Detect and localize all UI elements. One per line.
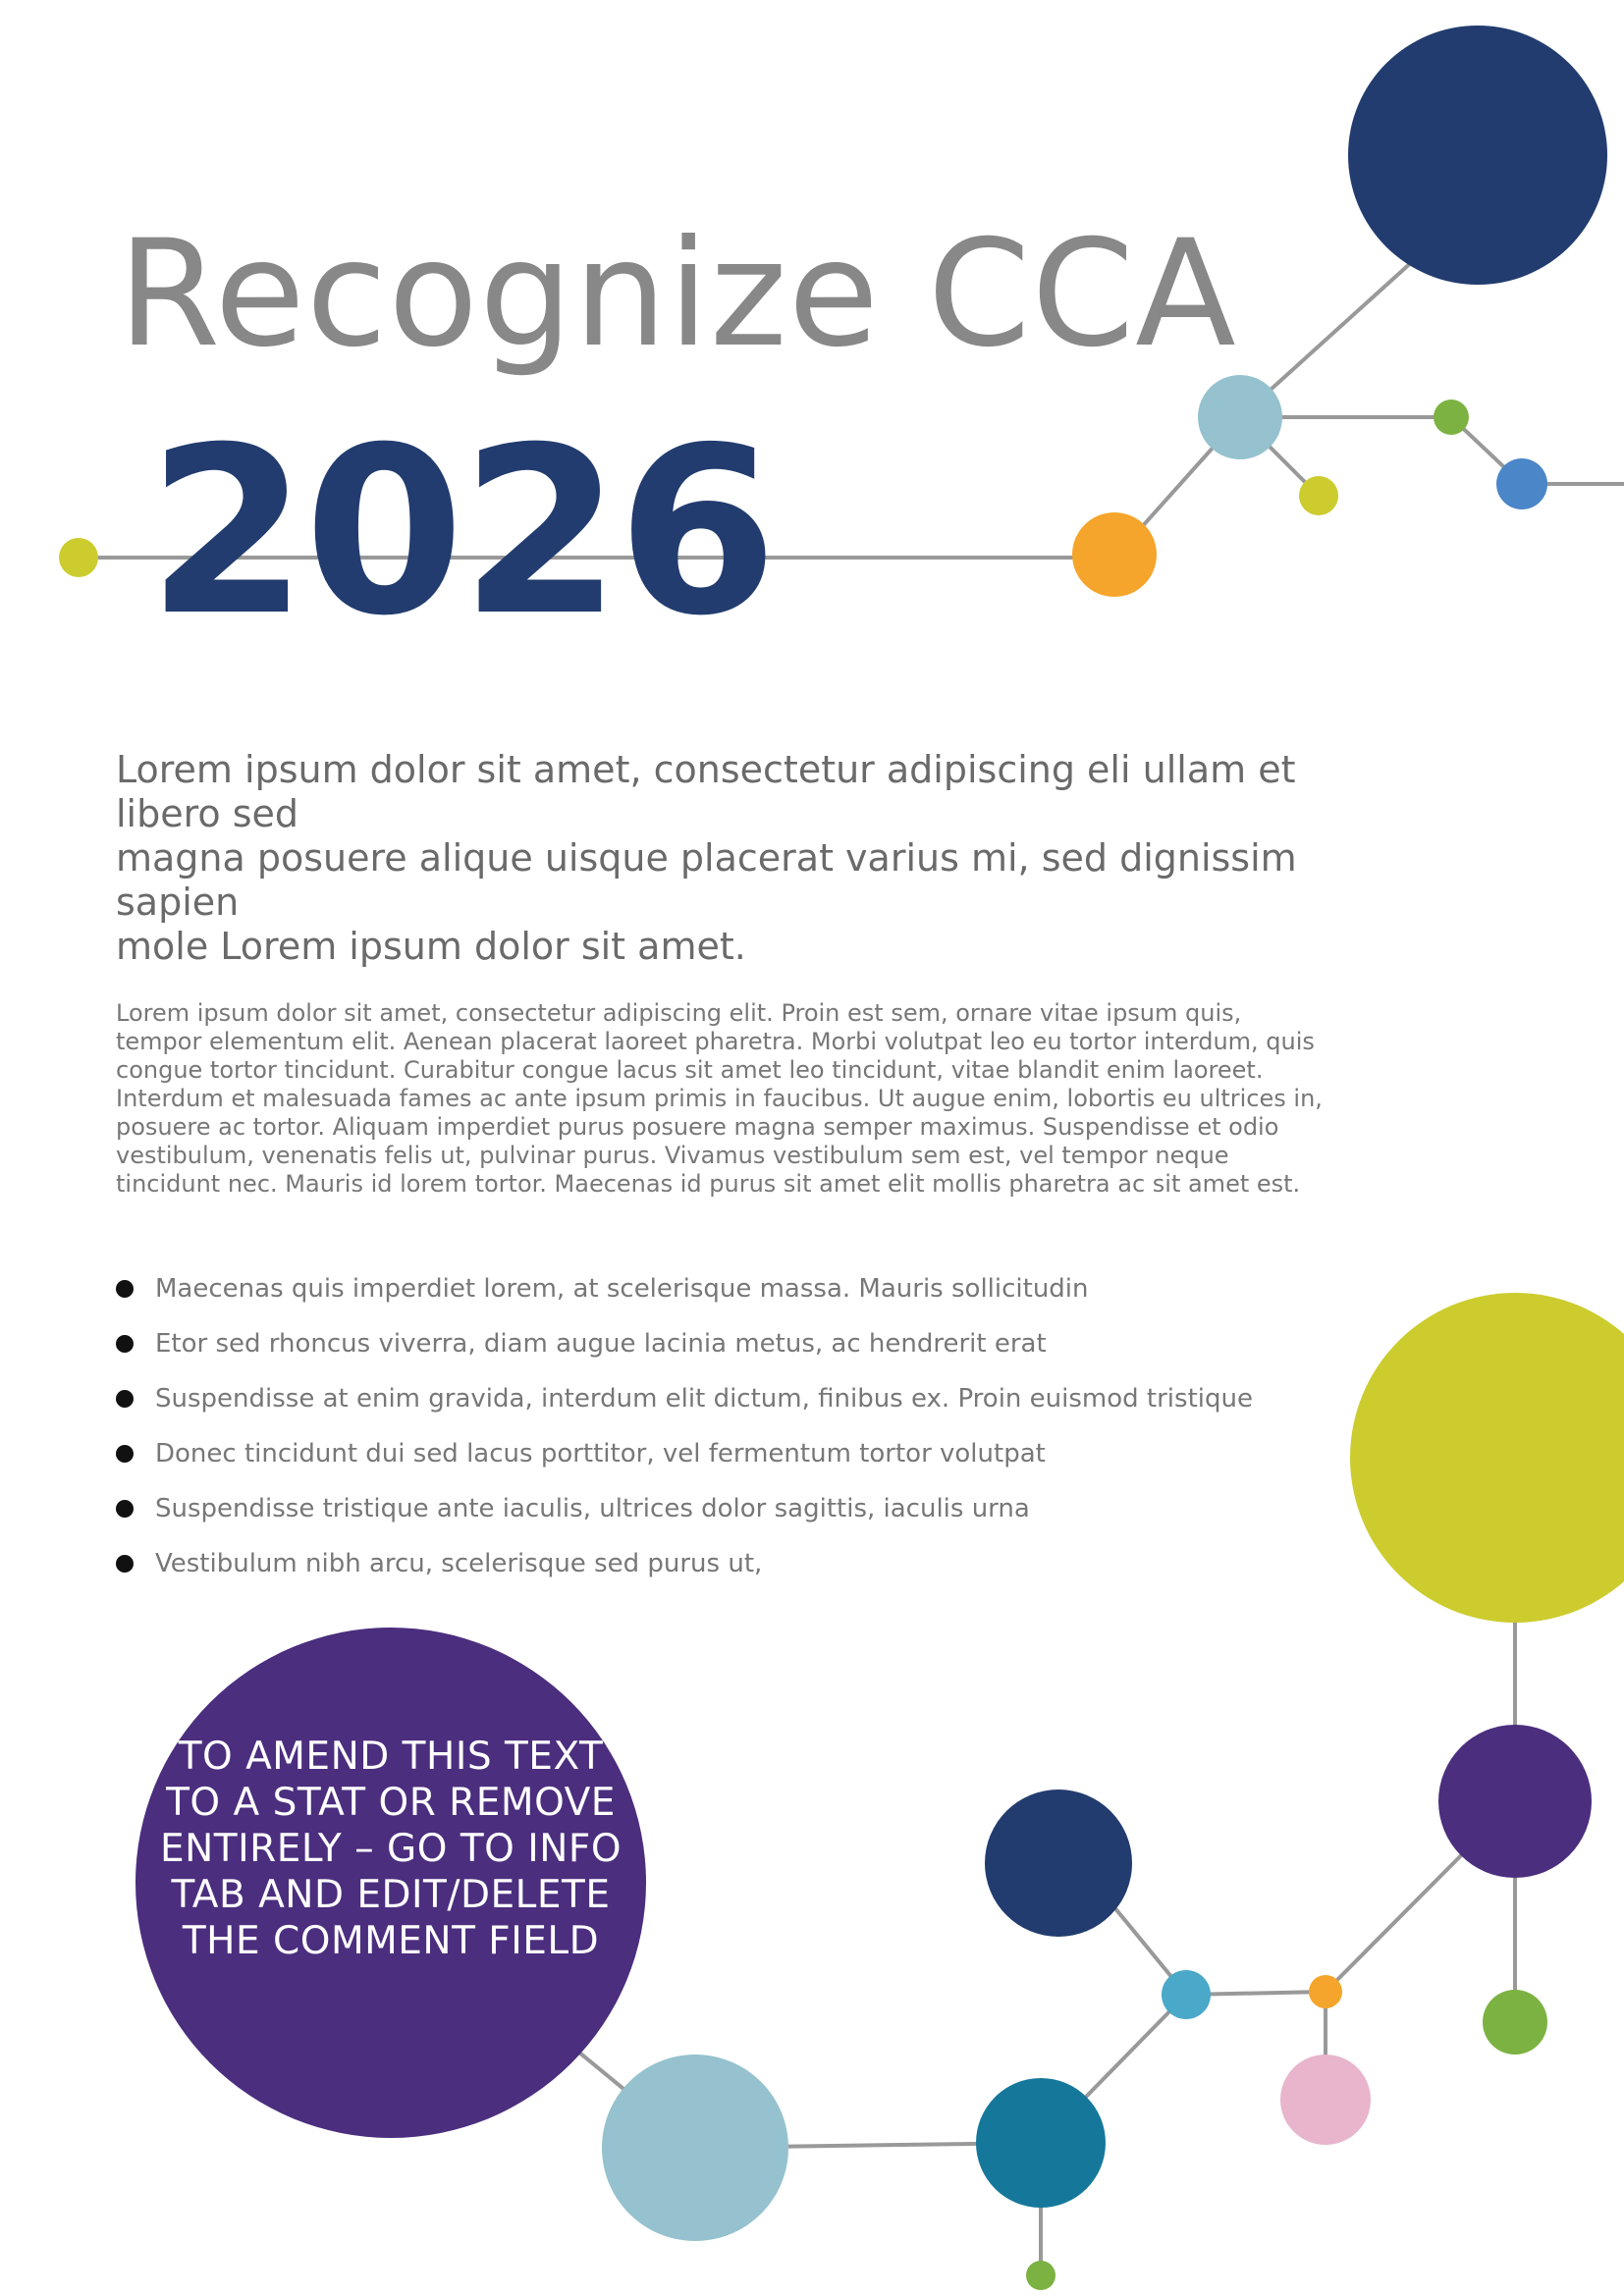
callout-circle xyxy=(135,1628,646,2138)
intro-line: magna posuere alique uisque placerat varius mi, sed dignissim sapien xyxy=(116,836,1297,924)
purple-circle-right xyxy=(1438,1725,1592,1878)
bullet-list xyxy=(116,1261,1343,1591)
bullet-dot-icon xyxy=(116,1500,134,1518)
bullet-item xyxy=(116,1426,1343,1481)
lime-circle-small xyxy=(1299,476,1338,515)
orange-dot-small xyxy=(1309,1975,1342,2008)
bullet-text: Suspendisse tristique ante iaculis, ultrices dolor sagittis, iaculis urna xyxy=(155,1494,1030,1523)
lime-dot-left xyxy=(59,538,98,577)
light-blue-circle-large xyxy=(602,2055,788,2241)
bullet-text: Maecenas quis imperdiet lorem, at scelerisque massa. Mauris sollicitudin xyxy=(155,1274,1089,1304)
bullet-dot-icon xyxy=(116,1445,134,1463)
cyan-circle-small xyxy=(1162,1970,1211,2019)
navy-circle-bottom xyxy=(985,1789,1132,1937)
green-dot-bottom xyxy=(1026,2261,1056,2290)
bullet-item xyxy=(116,1536,1343,1591)
bullet-text: Suspendisse at enim gravida, interdum elit dictum, finibus ex. Proin euismod tristique xyxy=(155,1384,1253,1414)
green-circle-small xyxy=(1434,400,1469,435)
pink-circle xyxy=(1280,2055,1371,2145)
teal-circle xyxy=(976,2078,1106,2208)
bullet-text: Vestibulum nibh arcu, scelerisque sed purus ut, xyxy=(155,1549,763,1578)
bullet-item xyxy=(116,1316,1343,1371)
bullet-item xyxy=(116,1261,1343,1316)
bullet-text: Donec tincidunt dui sed lacus porttitor, vel fermentum tortor volutpat xyxy=(155,1439,1046,1468)
orange-circle xyxy=(1072,512,1157,597)
lime-circle-large xyxy=(1350,1293,1624,1623)
intro-paragraph xyxy=(116,748,1324,969)
bullet-dot-icon xyxy=(116,1555,134,1573)
callout-text: TO AMEND THIS TEXT TO A STAT OR REMOVE ENTIRELY – GO TO INFO TAB AND EDIT/DELETE THE COMMENT FIELD xyxy=(159,1734,623,1963)
bullet-text: Etor sed rhoncus viverra, diam augue lacinia metus, ac hendrerit erat xyxy=(155,1329,1047,1359)
title-recognize: Recognize CCA xyxy=(118,209,1237,380)
body-paragraph: Lorem ipsum dolor sit amet, consectetur adipiscing elit. Proin est sem, ornare vitae ipsum quis, tempor elementum elit. Aenean placerat laoreet pharetra. Morbi volutpat leo eu tortor interdum, quis congue tortor tincidunt. Curabitur congue lacus sit amet leo tincidunt, vitae blandit enim laoreet. Interdum et malesuada fames ac ante ipsum primis in faucibus. Ut augue enim, lobortis eu ultrices in, posuere ac tortor. Aliquam imperdiet purus posuere magna semper maximus. Suspendisse et odio vestibulum, venenatis felis ut, pulvinar purus. Vivamus vestibulum sem est, vel tempor neque tincidunt nec. Mauris id lorem tortor. Maecenas id purus sit amet elit mollis pharetra ac sit amet est. xyxy=(116,999,1323,1198)
bullet-item xyxy=(116,1371,1343,1426)
navy-circle-large xyxy=(1348,26,1607,285)
bullet-dot-icon xyxy=(116,1335,134,1353)
bullet-dot-icon xyxy=(116,1280,134,1298)
light-blue-circle xyxy=(1198,375,1282,459)
title-year: 2026 xyxy=(147,399,775,667)
bullet-dot-icon xyxy=(116,1390,134,1408)
green-circle-right xyxy=(1483,1990,1547,2055)
bullet-item xyxy=(116,1481,1343,1536)
blue-circle-small xyxy=(1496,458,1547,509)
intro-line: mole Lorem ipsum dolor sit amet. xyxy=(116,925,746,968)
intro-line: Lorem ipsum dolor sit amet, consectetur adipiscing eli ullam et libero sed xyxy=(116,748,1296,835)
